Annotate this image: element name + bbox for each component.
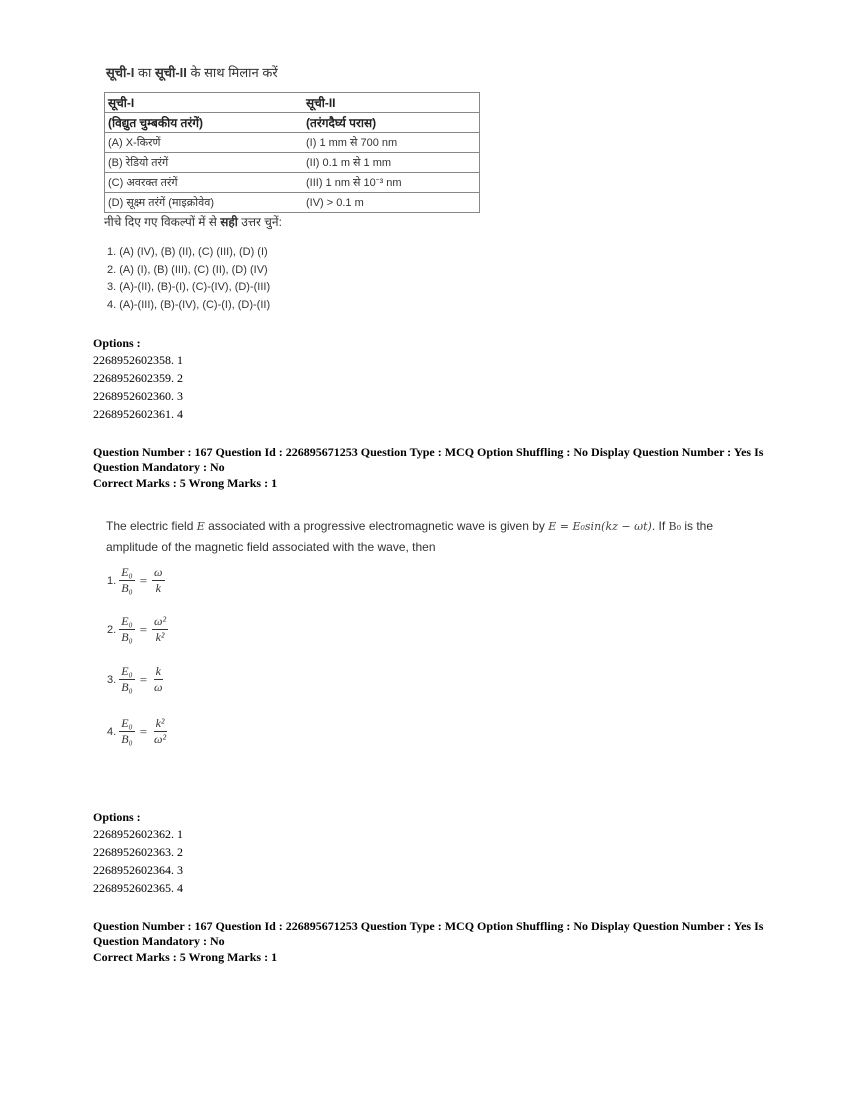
header-list-2: सूची-II: [303, 93, 480, 113]
equation-choice-2: [107, 615, 168, 644]
denominator: B₀: [121, 680, 133, 694]
rhs-fraction: [152, 566, 164, 595]
choice-number: 2.: [107, 623, 117, 636]
table-cell: (I) 1 mm से 700 nm: [303, 133, 480, 153]
numerator: k: [155, 664, 161, 678]
meta-marks: Correct Marks : 5 Wrong Marks : 1: [93, 950, 278, 964]
q2-text-part: The electric field: [106, 519, 197, 533]
denominator: ω: [154, 680, 163, 694]
numerator: ω: [154, 565, 163, 579]
option-id: 2268952602361. 4: [93, 407, 183, 421]
option-id: 2268952602365. 4: [93, 881, 183, 895]
numerator: E₀: [121, 565, 133, 579]
choice-item: 1. (A) (IV), (B) (II), (C) (III), (D) (I): [107, 246, 268, 258]
options-list: [93, 825, 183, 897]
denominator: k²: [155, 630, 165, 644]
symbol-e: E: [196, 520, 205, 533]
question-meta: [93, 445, 773, 491]
table-header-row: [105, 93, 480, 113]
denominator: B₀: [121, 581, 133, 595]
question-2-text: [106, 516, 716, 557]
choice-item: 4. (A)-(III), (B)-(IV), (C)-(I), (D)-(II): [107, 298, 271, 311]
symbol-b0: B₀: [668, 520, 681, 533]
equals-sign: =: [139, 723, 148, 739]
header-list-1: सूची-I: [105, 93, 304, 113]
table-cell: (III) 1 nm से 10⁻³ nm: [303, 173, 480, 193]
table-cell: (A) X-किरणें: [105, 133, 304, 153]
subheader-list-1: (विद्युत चुम्बकीय तरंगें): [105, 113, 304, 133]
question-meta: [93, 919, 773, 965]
numerator: k²: [155, 716, 165, 730]
table-cell: (II) 0.1 m से 1 mm: [303, 153, 480, 173]
denominator: ω²: [154, 732, 167, 746]
choice-number: 4.: [107, 725, 117, 738]
numerator: E₀: [121, 664, 133, 678]
q2-text-part: associated with a progressive electromagnetic wave is given by: [204, 519, 549, 533]
denominator: k: [155, 581, 161, 595]
lhs-fraction: [119, 665, 135, 694]
equals-sign: =: [139, 671, 148, 687]
table-row: [105, 193, 480, 213]
question-1-choices: [107, 244, 270, 314]
equals-sign: =: [139, 572, 148, 588]
wave-equation: E = E₀sin(kz − ωt): [548, 520, 652, 533]
equation-choice-1: [107, 566, 165, 595]
options-heading: Options :: [93, 336, 141, 350]
table-cell: (C) अवरक्त तरंगें: [105, 173, 304, 193]
numerator: E₀: [121, 716, 133, 730]
meta-question-info: Question Number : 167 Question Id : 226895671253 Question Type : MCQ Option Shuffling : No Display Question Number : Yes Is Question Mandatory : No: [93, 445, 764, 474]
table-cell: (IV) > 0.1 m: [303, 193, 480, 213]
instruction-emphasis: सही: [220, 215, 238, 229]
table-cell: (B) रेडियो तरंगें: [105, 153, 304, 173]
match-table: [104, 92, 480, 213]
lhs-fraction: [119, 566, 135, 595]
table-row: [105, 173, 480, 193]
table-cell: (D) सूक्ष्म तरंगें (माइक्रोवेव): [105, 193, 304, 213]
numerator: ω²: [154, 614, 167, 628]
choice-item: 3. (A)-(II), (B)-(I), (C)-(IV), (D)-(III): [107, 281, 271, 293]
equation-choice-3: [107, 665, 165, 694]
option-id: 2268952602360. 3: [93, 389, 183, 403]
options-heading: Options :: [93, 810, 141, 824]
list-2-label: सूची-II: [154, 65, 187, 80]
table-subheader-row: [105, 113, 480, 133]
choice-item: 2. (A) (I), (B) (III), (C) (II), (D) (IV): [107, 263, 268, 276]
q2-text-part: . If: [651, 519, 669, 533]
subheader-list-2: (तरंगदैर्घ्य परास): [303, 113, 480, 133]
denominator: B₀: [121, 630, 133, 644]
rhs-fraction: [152, 615, 168, 644]
question-1-title: [106, 63, 278, 81]
table-row: [105, 153, 480, 173]
option-id: 2268952602364. 3: [93, 863, 183, 877]
instruction-text: नीचे दिए गए विकल्पों में से: [104, 215, 221, 229]
table-row: [105, 133, 480, 153]
numerator: E₀: [121, 614, 133, 628]
option-id: 2268952602359. 2: [93, 371, 183, 385]
instruction-text-end: उत्तर चुनें:: [237, 215, 282, 229]
option-id: 2268952602362. 1: [93, 827, 183, 841]
options-list: [93, 351, 183, 423]
denominator: B₀: [121, 732, 133, 746]
option-id: 2268952602363. 2: [93, 845, 183, 859]
rhs-fraction: [152, 665, 164, 694]
meta-question-info: Question Number : 167 Question Id : 226895671253 Question Type : MCQ Option Shuffling : No Display Question Number : Yes Is Question Mandatory : No: [93, 919, 764, 948]
title-suffix: के साथ मिलान करें: [186, 65, 278, 80]
lhs-fraction: [119, 615, 135, 644]
option-id: 2268952602358. 1: [93, 353, 183, 367]
equals-sign: =: [139, 621, 148, 637]
title-connector: का: [134, 65, 155, 80]
rhs-fraction: [152, 717, 168, 746]
choice-number: 3.: [107, 673, 117, 686]
list-1-label: सूची-I: [106, 65, 135, 80]
q2-text-part: is the amplitude of the magnetic field associated with the wave, then: [106, 519, 713, 554]
lhs-fraction: [119, 717, 135, 746]
meta-marks: Correct Marks : 5 Wrong Marks : 1: [93, 476, 278, 490]
choice-number: 1.: [107, 574, 117, 587]
equation-choice-4: [107, 717, 168, 746]
question-1-instruction: [104, 213, 282, 230]
